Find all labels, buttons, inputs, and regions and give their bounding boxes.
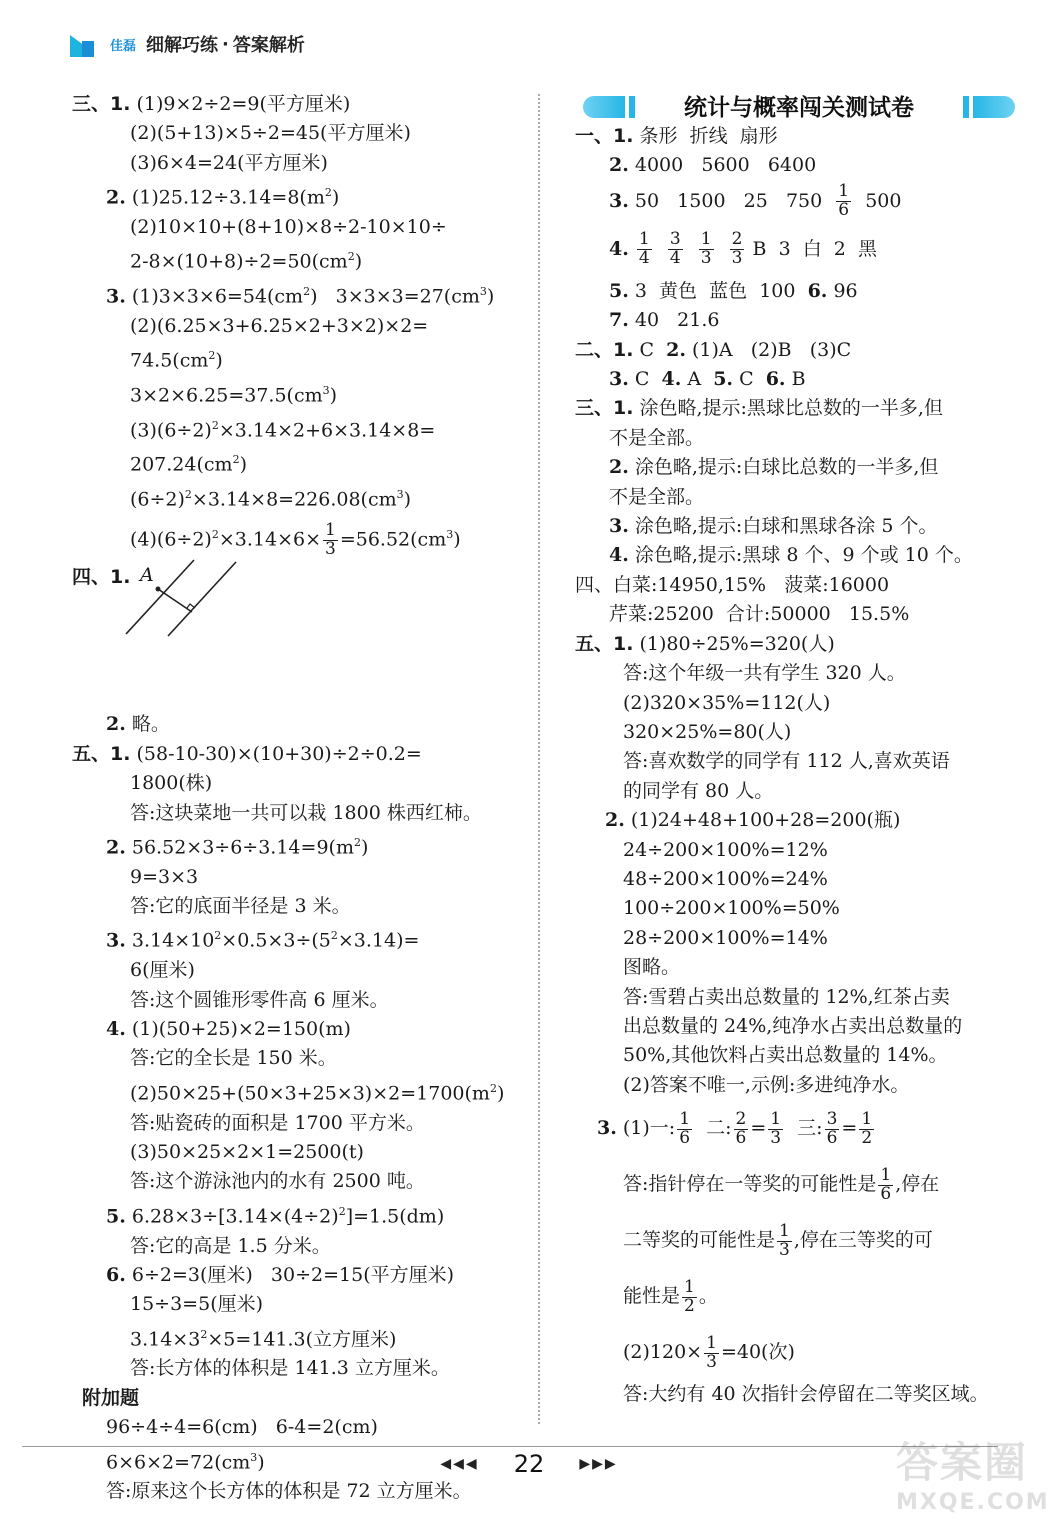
answer-line: 6(厘米) [130,959,195,982]
header-title-left: 细解巧练 [146,35,219,56]
answer-line: 四、白菜:14950,15% 菠菜:16000 [575,573,890,596]
fraction: $\frac{1}{2}$ [861,1108,873,1148]
page-number: 22 [513,1450,545,1478]
parallel-lines-figure [118,558,248,638]
answer-line: 7. 40 21.6 [609,309,720,332]
answer-line: 6. 6÷2=3(厘米) 30÷2=15(平方厘米) [106,1263,455,1286]
perpendicular-segment [158,589,192,612]
answer-line: 五、1. (58-10-30)×(10+30)÷2÷0.2= [72,742,422,765]
footer-rule [22,1446,998,1447]
right-column [575,122,1025,1410]
banner-right-bar [963,96,969,118]
banner-right-decoration [973,96,1015,118]
answer-line: (2)(6.25×3+6.25×2+3×2)×2= [130,314,429,337]
answer-line: 答:指针停在一等奖的可能性是 $\frac{1}{6}$ ,停在 [623,1164,940,1204]
answer-line: 答:这个圆锥形零件高 6 厘米。 [130,988,389,1011]
header-title-right: 答案解析 [232,35,305,56]
answer-line: 答:原来这个长方体的体积是 72 立方厘米。 [106,1480,472,1503]
answer-line: 24÷200×100%=12% [623,838,828,861]
answer-line: $(4)(6\div 2)^2\times 3.14\times 6\times$ $\frac{1}{3}$ $=56.52(cm^3)$ [130,519,461,559]
answer-line: (3)6×4=24(平方厘米) [130,151,328,174]
answer-line: 1800(株) [130,772,213,795]
answer-line: $6\times 6\times 2=72(cm^3)$ [106,1450,265,1474]
fraction: $\frac{1}{3}$ [700,229,712,269]
answer-line: 五、1. (1)80÷25%=320(人) [575,632,835,655]
column-divider [538,94,540,1424]
section-heading: 附加题 [82,1386,140,1409]
answer-line: 芹菜:25200 合计:50000 15.5% [609,603,910,626]
fraction: $\frac{1}{3}$ [770,1108,782,1148]
banner-left-bar [629,96,635,118]
fraction: $\frac{1}{3}$ [706,1332,717,1372]
answer-line: 2. (1)24+48+100+28=200(瓶) [605,809,901,832]
answer-line: 50%,其他饮料占卖出总数量的 14%。 [623,1044,948,1067]
right-angle-mark [187,604,195,608]
watermark-url: MXQE.COM [896,1490,1050,1515]
answer-line: 5. 3 黄色 蓝色 100 6. 96 [609,279,858,302]
answer-line: $3\times 2\times 6.25=37.5(cm^3)$ [130,383,338,407]
point-a-label: A [140,564,154,586]
answer-line: 答:大约有 40 次指针会停留在二等奖区域。 [623,1383,989,1406]
answer-line: (2)120× $\frac{1}{3}$ =40(次) [623,1332,795,1372]
fraction: $\frac{2}{3}$ [731,229,743,269]
answer-line: 2. 4000 5600 6400 [609,154,817,177]
answer-line: 三、1. (1)9×2÷2=9(平方厘米) [72,93,351,115]
answer-line: 不是全部。 [609,485,705,508]
fraction: $\frac{3}{4}$ [669,229,681,269]
answer-line: 48÷200×100%=24% [623,867,828,890]
answer-line: 3. 涂色略,提示:白球和黑球各涂 5 个。 [609,515,938,538]
answer-line: (2)(5+13)×5÷2=45(平方厘米) [130,122,411,145]
answer-line: 答:贴瓷砖的面积是 1700 平方米。 [130,1111,425,1134]
answer-line: 答:雪碧占卖出总数量的 12%,红茶占卖 [623,985,950,1008]
answer-line: $2-8\times(10+8)\div 2=50(cm^2)$ [130,250,363,273]
prev-arrows-icon: ◀◀◀ [440,1456,479,1472]
answer-line: 3. (1)一: $\frac{1}{6}$ 二: $\frac{2}{6}$ = $\frac{1}{3}$ 三: $\frac{3}{6}$ = $\frac{1}{2}$ [597,1108,873,1148]
answer-line: 不是全部。 [609,426,705,449]
answer-line: 320×25%=80(人) [623,720,792,743]
answer-line: 二、1. C 2. (1)A (2)B (3)C [575,338,852,361]
answer-line: 答:长方体的体积是 141.3 立方厘米。 [130,1357,450,1380]
answer-line: 15÷3=5(厘米) [130,1293,264,1316]
section-banner [583,92,1015,126]
answer-line: (2)答案不唯一,示例:多进纯净水。 [623,1073,910,1096]
answer-line: $207.24(cm^2)$ [130,453,247,476]
fraction: $\frac{1}{3}$ [325,519,336,559]
answer-line: 96÷4÷4=6(cm) 6-4=2(cm) [106,1416,378,1439]
answer-line: 4. 涂色略,提示:黑球 8 个、9 个或 10 个。 [609,544,973,567]
answer-line: $74.5(cm^2)$ [130,349,223,372]
brand-logo-icon [70,31,104,57]
brand-name: 佳磊 [110,38,137,54]
answer-line: 4. (1)(50+25)×2=150(m) [106,1018,351,1041]
answer-line: 能性是 $\frac{1}{2}$ 。 [623,1276,718,1316]
answer-line: 答:它的全长是 150 米。 [130,1047,337,1070]
answer-line: $3.14\times 3^2\times 5=141.3$(立方厘米) [130,1327,397,1351]
next-arrows-icon: ▶▶▶ [579,1456,618,1472]
answer-line: 答:这个年级一共有学生 320 人。 [623,662,906,685]
fraction: $\frac{1}{2}$ [684,1276,695,1316]
fraction: $\frac{1}{6}$ [838,181,850,221]
answer-line: 100÷200×100%=50% [623,897,840,920]
watermark-text: 答案圈 [896,1438,1029,1487]
answer-line: (2)320×35%=112(人) [623,691,831,714]
fraction: $\frac{1}{4}$ [638,229,650,269]
answer-line: (2)10×10+(8+10)×8÷2-10×10÷ [130,215,447,238]
answer-line: 5. $6.28\times 3\div[3.14\times(4\div 2)^2]=1.5(dm)$ [106,1204,445,1228]
answer-line: 答:它的高是 1.5 分米。 [130,1234,331,1257]
fraction: $\frac{2}{6}$ [735,1108,747,1148]
answer-line: $(3)(6\div 2)^2\times 3.14\times 2+6\times 3.14\times 8=$ [130,418,436,442]
answer-line: 四、1. [72,565,131,588]
parallel-line-right [168,562,236,636]
answer-line: 3. C 4. A 5. C 6. B [609,368,806,391]
watermark [896,1430,1050,1530]
fraction: $\frac{1}{3}$ [779,1220,790,1260]
answer-line: 答:这块菜地一共可以栽 1800 株西红柿。 [130,801,482,824]
fraction: $\frac{1}{6}$ [679,1108,691,1148]
answer-line: 4. $\frac{1}{4}$ $\frac{3}{4}$ $\frac{1}{3}$ $\frac{2}{3}$ B 3 白 2 黑 [609,229,877,269]
answer-line: 2. $(1)25.12\div 3.14=8(m^2)$ [106,186,340,209]
answer-line: 28÷200×100%=14% [623,926,828,949]
answer-line: 2. 略。 [106,713,170,736]
fraction: $\frac{3}{6}$ [826,1108,838,1148]
header-dot: · [222,33,229,55]
banner-left-decoration [583,96,625,118]
answer-line: 二等奖的可能性是 $\frac{1}{3}$ ,停在三等奖的可 [623,1220,933,1260]
answer-line: 9=3×3 [130,865,199,888]
fraction: $\frac{1}{6}$ [880,1164,892,1204]
answer-line: (3)50×25×2×1=2500(t) [130,1140,364,1163]
answer-line: 一、1. 条形 折线 扇形 [575,125,778,147]
answer-line: 三、1. 涂色略,提示:黑球比总数的一半多,但 [575,397,943,420]
answer-line: 答:喜欢数学的同学有 112 人,喜欢英语 [623,750,950,773]
answer-line: 3. $(1)3\times 3\times 6=54(cm^2)$ $3\times 3\times 3=27(cm^3)$ [106,285,495,308]
answer-line: 出总数量的 24%,纯净水占卖出总数量的 [623,1014,963,1037]
answer-line: 答:这个游泳池内的水有 2500 吨。 [130,1170,425,1193]
parallel-line-left [126,560,194,634]
answer-line: 2. $56.52\times 3\div 6\div 3.14=9(m^2)$ [106,835,369,859]
answer-line: $(2)50\times 25+(50\times 3+25\times 3)\times 2=1700(m^2)$ [130,1081,505,1105]
point-a [156,587,161,592]
answer-line: 答:它的底面半径是 3 米。 [130,895,351,918]
answer-line: $(6\div 2)^2\times 3.14\times 8=226.08(cm^3)$ [130,488,412,511]
answer-line: 的同学有 80 人。 [623,779,774,802]
answer-line: 3. 50 1500 25 750 $\frac{1}{6}$ 500 [609,181,902,221]
page-header [70,26,305,62]
answer-line: 3. $3.14\times 10^2\times 0.5\times 3\div(5^2\times 3.14)=$ [106,929,420,952]
left-column [72,90,528,1507]
answer-line: 图略。 [623,956,681,979]
banner-title: 统计与概率闯关测试卷 [684,95,914,121]
answer-line: 2. 涂色略,提示:白球比总数的一半多,但 [609,456,939,479]
